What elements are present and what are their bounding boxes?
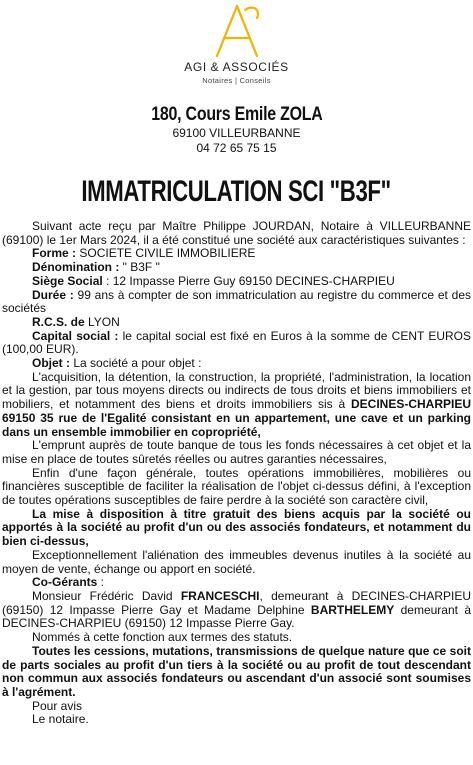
- notice-title-text: IMMATRICULATION SCI "B3F": [81, 175, 392, 208]
- address-city: 69100 VILLEURBANNE: [172, 126, 301, 140]
- signature-notaire: Le notaire.: [32, 712, 89, 727]
- siege-value: : 12 Impasse Pierre Guy 69150 DECINES-CHARPIEU: [102, 273, 395, 288]
- address-phone: 04 72 65 75 15: [196, 141, 277, 155]
- objet-value: La société a pour objet :: [70, 356, 202, 371]
- cogerants-line: [2, 576, 471, 590]
- office-address: [0, 104, 473, 156]
- forme-value: SOCIETE CIVILE IMMOBILIERE: [76, 246, 256, 261]
- a-monogram-logo-icon: [209, 2, 265, 58]
- nommes-paragraph: Nommés à cette fonction aux termes des statuts.: [32, 630, 293, 645]
- forme-label: Forme :: [32, 246, 77, 261]
- siege-line: [2, 275, 471, 289]
- cogerant-name-2: BARTHELEMY: [310, 602, 395, 617]
- intro-paragraph: Suivant acte reçu par Maître Philippe JOURDAN, Notaire à VILLEURBANNE (69100) le 1er Mars 2024, il a été constitué une société aux caractéristiques suivantes :: [2, 219, 471, 247]
- duree-line: [2, 289, 471, 316]
- cogerants-text-2: , demeurant à DECINES-CHARPIEU (69150) 12 Impasse Pierre Gay et Madame Delphine: [2, 588, 472, 617]
- objet-paragraph-1: [2, 371, 471, 440]
- duree-value: 99 ans à compter de son immatriculation au registre du commerce et des sociétés: [2, 287, 471, 316]
- denomination-line: [2, 261, 471, 275]
- siege-label: Siège Social: [32, 273, 103, 288]
- cessions-paragraph: Toutes les cessions, mutations, transmissions de quelque nature que ce soit de parts sociales au profit d'un tiers à la société ou au profit de tout descendant non commun aux associés fondateurs ou ascendant d'un associé sont soumises à l'agrément.: [2, 643, 471, 699]
- objet-paragraph-3: Enfin d'une façon générale, toutes opérations immobilières, mobilières ou financières susceptible de faciliter la réalisation de l'objet ci-dessus défini, à l'exception de toutes opérations susceptibles de faire perdre à la société son caractère civil,: [2, 465, 471, 508]
- notice-body: [2, 220, 471, 727]
- cogerants-paragraph: [2, 590, 471, 631]
- pour-avis: Pour avis: [32, 698, 83, 713]
- duree-label: Durée :: [32, 287, 74, 302]
- objet-paragraph-4: La mise à disposition à titre gratuit des biens acquis par la société ou apportés à la société au profit d'un ou des associés fondateurs, et notamment du bien ci-dessus,: [2, 506, 471, 549]
- rcs-line: [2, 316, 471, 330]
- objet-p1-bold: DECINES-CHARPIEU 69150 35 rue de l'Egalité consistant en un appartement, une cave et un parking dans un ensemble immobilier en copropriété,: [2, 397, 471, 439]
- cogerants-label: Co-Gérants: [32, 575, 98, 590]
- rcs-label: R.C.S. de: [32, 314, 85, 329]
- denomination-label: Dénomination :: [32, 260, 120, 275]
- brand-name: AGI & ASSOCIÉS: [184, 60, 289, 74]
- cogerant-name-1: FRANCESCHI: [180, 588, 260, 603]
- address-street: 180, Cours Emile ZOLA: [150, 104, 323, 125]
- objet-line: [2, 357, 471, 371]
- notice-title: [0, 175, 473, 209]
- capital-value: le capital social est fixé en Euros à la somme de CENT EUROS (100,00 EUR).: [2, 328, 471, 357]
- forme-line: [2, 247, 471, 261]
- capital-line: [2, 330, 471, 357]
- objet-p1-text: L'acquisition, la détention, la construction, la propriété, l'administration, la location et la gestion, par tous moyens directs ou indirects de tous droits et biens immobiliers et mobiliers, et notamment des biens et droits immobiliers sis à: [2, 369, 471, 412]
- capital-label: Capital social :: [32, 328, 119, 343]
- cogerants-text-3: demeurant à DECINES-CHARPIEU (69150) 12 Impasse Pierre Gay.: [2, 602, 472, 631]
- denomination-value: " B3F ": [119, 260, 160, 275]
- objet-paragraph-2: L'emprunt auprès de toute banque de tous les fonds nécessaires à cet objet et la mise en place de toutes sûretés réelles ou autres garanties nécessaires,: [2, 438, 471, 466]
- cogerants-text-1: Monsieur Frédéric David: [32, 588, 181, 603]
- rcs-value: LYON: [84, 314, 120, 329]
- cogerants-colon: :: [97, 575, 105, 590]
- brand-tagline: Notaires | Conseils: [202, 76, 271, 85]
- letterhead: [0, 2, 473, 85]
- objet-label: Objet :: [32, 356, 70, 371]
- objet-paragraph-5: Exceptionnellement l'aliénation des immeubles devenus inutiles à la société au moyen de vente, échange ou apport en société.: [2, 547, 471, 576]
